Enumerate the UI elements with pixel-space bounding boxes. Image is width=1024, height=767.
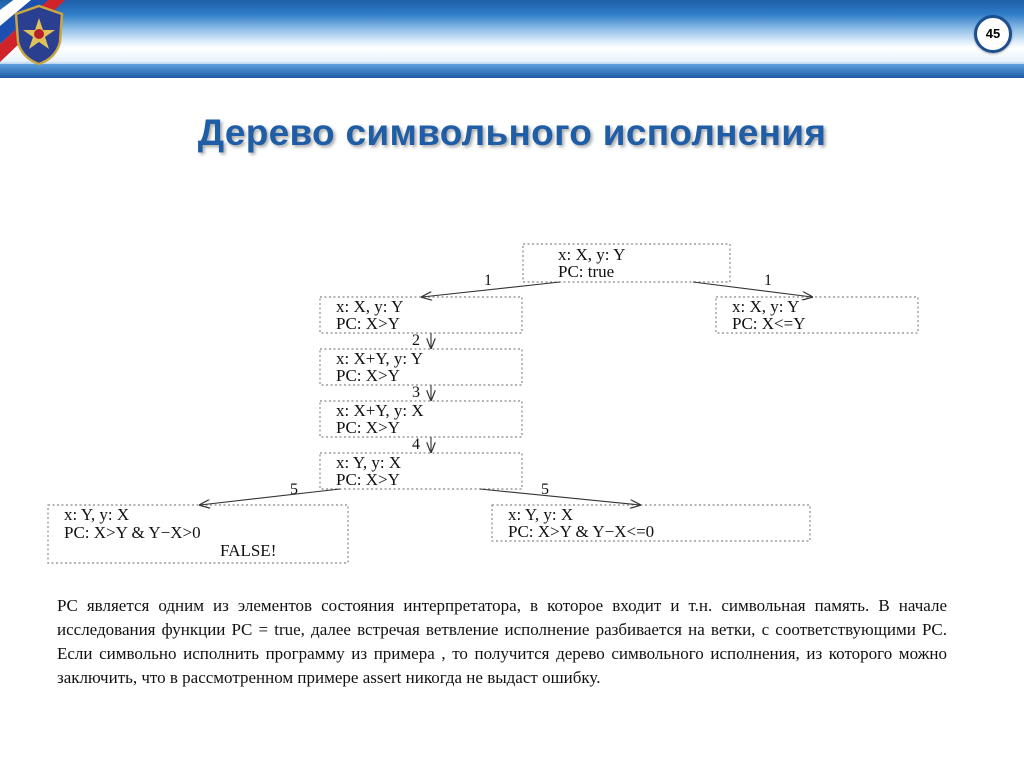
tree-node-text: x: X+Y, y: X — [336, 401, 424, 420]
tree-edge-root-n2 — [693, 282, 812, 297]
tree-node-text: x: Y, y: X — [508, 505, 574, 524]
tree-node-text: PC: X>Y — [336, 470, 400, 489]
tree-edge-label: 1 — [484, 272, 492, 289]
tree-node-text: x: X, y: Y — [336, 297, 404, 316]
tree-edge-n5-n7 — [480, 489, 640, 505]
tree-node-text: x: Y, y: X — [336, 453, 402, 472]
tree-edge-label: 4 — [412, 436, 420, 453]
explanation-paragraph: PC является одним из элементов состояния интерпретатора, в которое входит и т.н. символьная память. В начале исследования функции PC = true, далее встречая ветвление исполнение разбивается на ветки, с соответствующими PC. Если символьно исполнить программу из примера , то получится дерево символьного исполнения, из которого можно заключить, что в рассмотренном примере assert никогда не выдаст ошибку. — [57, 596, 947, 687]
tree-node-box-root — [523, 244, 730, 282]
slide-title: Дерево символьного исполнения — [197, 112, 827, 153]
tree-node-text: PC: X>Y — [336, 366, 400, 385]
tree-node-text: PC: X<=Y — [732, 314, 806, 333]
tree-node-text: x: Y, y: X — [64, 505, 130, 524]
tree-node-text: x: X, y: Y — [558, 245, 626, 264]
tree-node-text: x: X, y: Y — [732, 297, 800, 316]
tree-edge-label: 3 — [412, 384, 420, 401]
page-number-badge: 45 — [974, 15, 1012, 53]
tree-node-text: PC: X>Y — [336, 314, 400, 333]
tree-node-text: PC: X>Y & Y−X>0 — [64, 523, 201, 542]
tree-edge-label: 5 — [290, 481, 298, 498]
tree-edge-label: 1 — [764, 272, 772, 289]
tree-node-text: FALSE! — [220, 541, 277, 560]
tree-node-text: PC: X>Y & Y−X<=0 — [508, 522, 655, 541]
tree-edge-n5-n6 — [200, 489, 340, 505]
tree-edge-label: 2 — [412, 332, 420, 349]
tree-node-text: PC: X>Y — [336, 418, 400, 437]
tree-node-text: x: X+Y, y: Y — [336, 349, 424, 368]
tree-node-text: PC: true — [558, 262, 615, 281]
tree-edge-label: 5 — [541, 481, 549, 498]
